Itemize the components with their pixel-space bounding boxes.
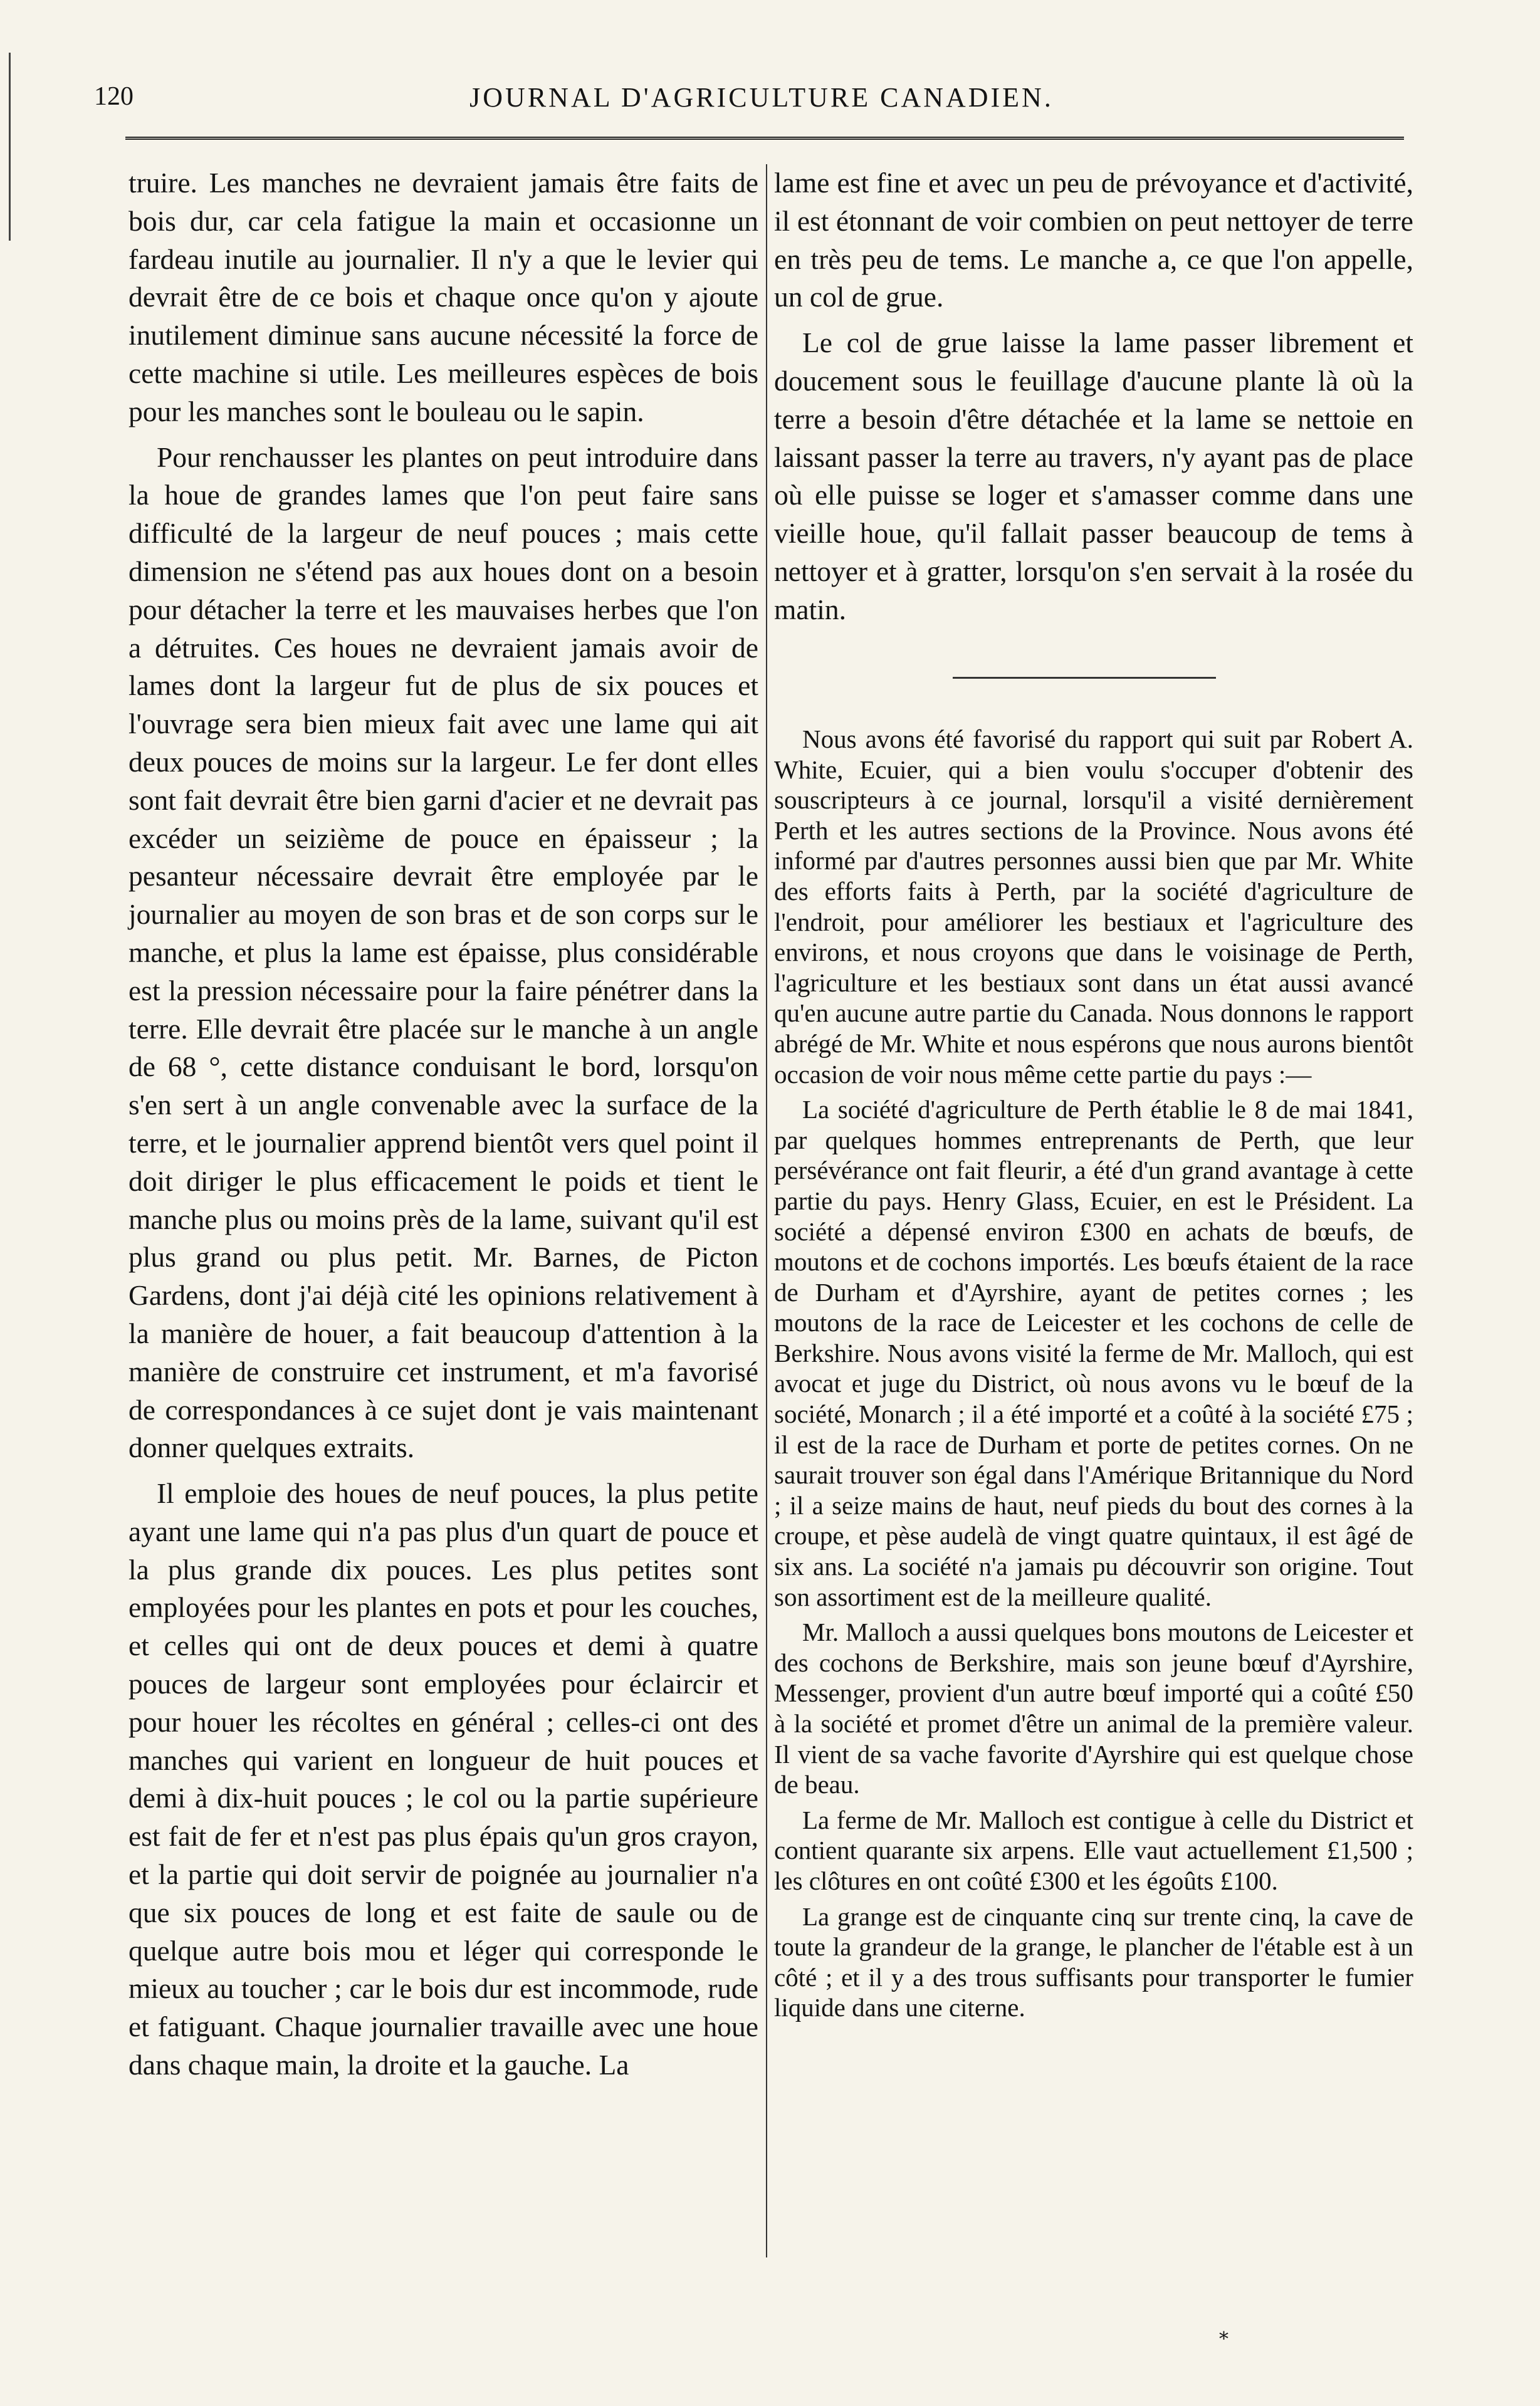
paragraph: La grange est de cinquante cinq sur trente cinq, la cave de toute la grandeur de la grange, le plancher de l'étable est à un côté ; et il y a des trous suffisants pour transporter le fumier liquide dans une citerne. bbox=[774, 1901, 1413, 2022]
paragraph: Nous avons été favorisé du rapport qui suit par Robert A. White, Ecuier, qui a bien voulu s'occuper d'obtenir des souscripteurs à ce journal, lorsqu'il a visité dernièrement Perth et les autres sections de la Province. Nous avons été informé par d'autres personnes aussi bien que par Mr. White des efforts faits à Perth, par la société d'agriculture de l'endroit, pour améliorer les bestiaux et l'agriculture des environs, et nous croyons que dans le voisinage de Perth, l'agriculture et les bestiaux sont dans un état aussi avancé qu'en aucune autre partie du Canada. Nous donnons le rapport abrégé de Mr. White et nous espérons que nous aurons bientôt occasion de voir nous même cette partie du pays :— bbox=[774, 724, 1413, 1089]
left-column bbox=[128, 164, 758, 2257]
header-rule bbox=[125, 137, 1404, 140]
right-column-top bbox=[774, 164, 1413, 659]
paragraph: Mr. Malloch a aussi quelques bons moutons de Leicester et des cochons de Berkshire, mais son jeune bœuf d'Ayrshire, Messenger, provient d'un autre bœuf importé qui a coûté £50 à la société et promet d'être un animal de la première valeur. Il vient de sa vache favorite d'Ayrshire qui est quelque chose de beau. bbox=[774, 1618, 1413, 1799]
bottom-mark: * bbox=[1219, 2328, 1228, 2350]
page-header bbox=[94, 81, 1429, 132]
section-rule bbox=[953, 677, 1216, 679]
paragraph: La société d'agriculture de Perth établie le 8 de mai 1841, par quelques hommes entreprenants de Perth, que leur persévérance ont fait fleurir, a été d'un grand avantage à cette partie du pays. Henry Glass, Ecuier, en est le Président. La société a dépensé environ £300 en achats de bœufs, de moutons et de cochons importés. Les bœufs étaient de la race de Durham et d'Ayrshire, ayant de petites cornes ; les moutons de la race de Leicester et les cochons de celle de Berkshire. Nous avons visité la ferme de Mr. Malloch, qui est avocat et juge du District, où nous avons vu le bœuf de la société, Monarch ; il a été importé et a coûté à la société £75 ; il est de la race de Durham et porte de petites cornes. On ne saurait trouver son égal dans l'Amérique Britannique du Nord ; il a seize mains de haut, neuf pieds du bout des cornes à la croupe, et pèse audelà de vingt quatre quintaux, il est âgé de six ans. La société n'a jamais pu découvrir son origine. Tout son assortiment est de la meilleure qualité. bbox=[774, 1095, 1413, 1611]
paragraph: Pour renchausser les plantes on peut introduire dans la houe de grandes lames que l'on peut faire sans difficulté de la largeur de neuf pouces ; mais cette dimension ne s'étend pas aux houes dont on a besoin pour détacher la terre et les mauvaises herbes que l'on a détruites. Ces houes ne devraient jamais avoir de lames dont la largeur fut de plus de six pouces et l'ouvrage sera bien mieux fait avec une lame qui ait deux pouces de moins sur la largeur. Le fer dont elles sont fait devrait être bien garni d'acier et ne devrait pas excéder un seizième de pouce en épaisseur ; la pesanteur nécessaire devrait être employée par le journalier au moyen de son bras et de son corps sur le manche, et plus la lame est épaisse, plus considérable est la pression nécessaire pour la faire pénétrer dans la terre. Elle devrait être placée sur le manche à un angle de 68 °, cette distance conduisant le bord, lorsqu'on s'en sert à un angle convenable avec la surface de la terre, et le journalier apprend bientôt vers quel point il doit diriger le plus efficacement le poids et tient le manche plus ou moins près de la lame, suivant qu'il est plus grand ou plus petit. Mr. Barnes, de Picton Gardens, dont j'ai déjà cité les opinions relativement à la manière de houer, a fait beaucoup d'attention à la manière de construire cet instrument, et m'a favorisé de correspondances à ce sujet dont je vais maintenant donner quelques extraits. bbox=[128, 441, 758, 1464]
paragraph: Le col de grue laisse la lame passer librement et doucement sous le feuillage d'aucune plante là où la terre a besoin d'être détachée et la lame se nettoie en laissant passer la terre au travers, n'y ayant pas de place où elle puisse se loger et s'amasser comme dans une vieille houe, qu'il fallait passer beaucoup de tems à nettoyer et à gratter, lorsqu'on s'en servait à la rosée du matin. bbox=[774, 327, 1413, 625]
paragraph: Il emploie des houes de neuf pouces, la plus petite ayant une lame qui n'a pas plus d'un quart de pouce et la plus grande dix pouces. Les plus petites sont employées pour les plantes en pots et pour les couches, et celles qui ont de deux pouces et demi à quatre pouces de largeur sont employées pour éclaircir et pour houer les récoltes en général ; celles-ci ont des manches qui varient en longueur de huit pouces et demi à dix-huit pouces ; le col ou la partie supérieure est fait de fer et n'est pas plus épais qu'un gros crayon, et la partie qui doit servir de poignée au journalier n'a que six pouces de long et est faite de saule ou de quelque autre bois mou et léger qui corresponde le mieux au toucher ; car le bois dur est incommode, rude et fatiguant. Chaque journalier travaille avec une houe dans chaque main, la droite et la gauche. La bbox=[128, 1477, 758, 2081]
paragraph: truire. Les manches ne devraient jamais être faits de bois dur, car cela fatigue la main et occasionne un fardeau inutile au journalier. Il n'y a que le levier qui devrait être de ce bois et chaque once qu'on y ajoute inutilement diminue sans aucune nécessité la force de cette machine si utile. Les meilleures espèces de bois pour les manches sont le bouleau ou le sapin. bbox=[128, 167, 758, 427]
paragraph: La ferme de Mr. Malloch est contigue à celle du District et contient quarante six arpens. Elle vaut actuellement £1,500 ; les clôtures en ont coûté £300 et les égoûts £100. bbox=[774, 1805, 1413, 1895]
right-column-bottom bbox=[774, 724, 1413, 2303]
page-number: 120 bbox=[94, 82, 134, 111]
journal-title: JOURNAL D'AGRICULTURE CANADIEN. bbox=[469, 82, 1054, 113]
margin-mark bbox=[9, 53, 11, 241]
column-divider bbox=[766, 164, 767, 2257]
paragraph: lame est fine et avec un peu de prévoyance et d'activité, il est étonnant de voir combien on peut nettoyer de terre en très peu de tems. Le manche a, ce que l'on appelle, un col de grue. bbox=[774, 167, 1413, 313]
